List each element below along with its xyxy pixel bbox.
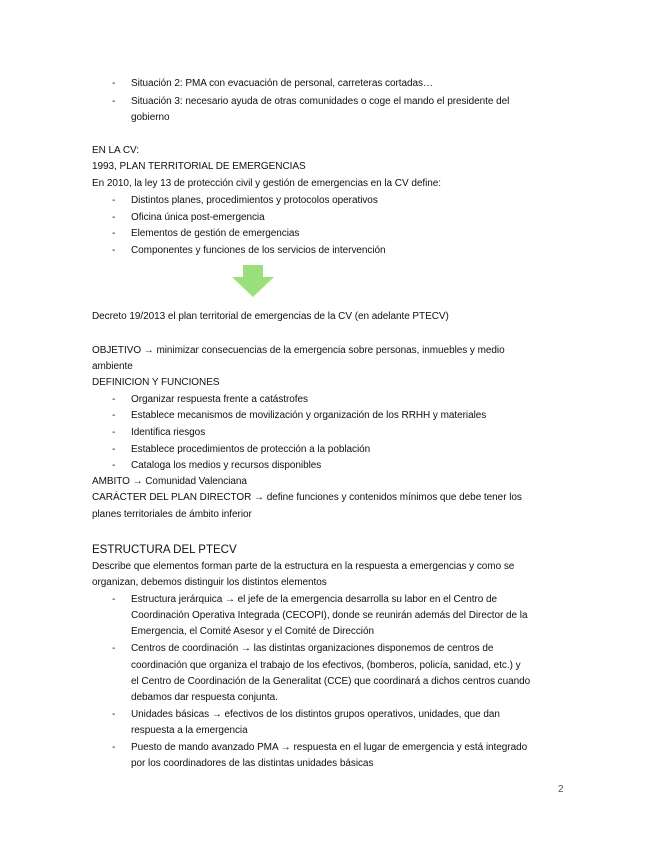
estructura-intro-cont: organizan, debemos distinguir los distintos elementos bbox=[92, 577, 327, 588]
list-item: Cataloga los medios y recursos disponibles bbox=[131, 460, 322, 471]
objetivo-text: OBJETIVO → minimizar consecuencias de la emergencia sobre personas, inmuebles y medio bbox=[92, 345, 505, 356]
list-bullet: - bbox=[112, 96, 116, 107]
list-item-cont: por los coordinadores de las distintas unidades básicas bbox=[131, 758, 374, 769]
list-item: Establece procedimientos de protección a la población bbox=[131, 444, 371, 455]
list-item-situacion-3-cont: gobierno bbox=[131, 112, 170, 123]
list-item-cont: el Centro de Coordinación de la Generalitat (CCE) que coordinará a dichos centros cuando bbox=[131, 676, 531, 687]
list-bullet: - bbox=[112, 427, 116, 438]
list-bullet: - bbox=[112, 245, 116, 256]
down-arrow-icon bbox=[232, 265, 274, 297]
list-item-puesto-mando: Puesto de mando avanzado PMA → respuesta en el lugar de emergencia y está integrado bbox=[131, 742, 528, 753]
list-item: Identifica riesgos bbox=[131, 427, 206, 438]
list-item-estructura-jerarquica: Estructura jerárquica → el jefe de la emergencia desarrolla su labor en el Centro de bbox=[131, 594, 497, 605]
cv-heading: EN LA CV: bbox=[92, 145, 139, 156]
list-item-situacion-2: Situación 2: PMA con evacuación de personal, carreteras cortadas… bbox=[131, 78, 433, 89]
definicion-heading: DEFINICION Y FUNCIONES bbox=[92, 377, 220, 388]
list-item-cont: Emergencia, el Comité Asesor y el Comité de Dirección bbox=[131, 626, 375, 637]
list-item-cont: debamos dar respuesta conjunta. bbox=[131, 692, 278, 703]
cv-plan-1993: 1993, PLAN TERRITORIAL DE EMERGENCIAS bbox=[92, 161, 306, 172]
list-item: Organizar respuesta frente a catástrofes bbox=[131, 394, 308, 405]
list-bullet: - bbox=[112, 212, 116, 223]
list-item-centros-coordinacion: Centros de coordinación → las distintas organizaciones disponemos de centros de bbox=[131, 643, 494, 654]
list-item: Distintos planes, procedimientos y protocolos operativos bbox=[131, 195, 378, 206]
decreto-text: Decreto 19/2013 el plan territorial de emergencias de la CV (en adelante PTECV) bbox=[92, 311, 449, 322]
list-bullet: - bbox=[112, 460, 116, 471]
ambito-text: AMBITO → Comunidad Valenciana bbox=[92, 476, 247, 487]
list-item-cont: respuesta a la emergencia bbox=[131, 725, 248, 736]
cv-ley-2010: En 2010, la ley 13 de protección civil y gestión de emergencias en la CV define: bbox=[92, 178, 441, 189]
list-item: Oficina única post-emergencia bbox=[131, 212, 265, 223]
list-bullet: - bbox=[112, 78, 116, 89]
estructura-heading: ESTRUCTURA DEL PTECV bbox=[92, 544, 237, 556]
list-item: Elementos de gestión de emergencias bbox=[131, 228, 300, 239]
list-bullet: - bbox=[112, 228, 116, 239]
list-item: Componentes y funciones de los servicios de intervención bbox=[131, 245, 386, 256]
caracter-text-cont: planes territoriales de ámbito inferior bbox=[92, 509, 252, 520]
list-item: Establece mecanismos de movilización y organización de los RRHH y materiales bbox=[131, 410, 487, 421]
page-number: 2 bbox=[558, 784, 564, 795]
list-item-unidades-basicas: Unidades básicas → efectivos de los distintos grupos operativos, unidades, que dan bbox=[131, 709, 500, 720]
list-item-cont: Coordinación Operativa Integrada (CECOPI), donde se reunirán además del Director de la bbox=[131, 610, 528, 621]
list-bullet: - bbox=[112, 410, 116, 421]
list-bullet: - bbox=[112, 742, 116, 753]
objetivo-text-cont: ambiente bbox=[92, 361, 133, 372]
list-bullet: - bbox=[112, 444, 116, 455]
list-bullet: - bbox=[112, 195, 116, 206]
list-bullet: - bbox=[112, 594, 116, 605]
list-item-situacion-3: Situación 3: necesario ayuda de otras comunidades o coge el mando el presidente del bbox=[131, 96, 510, 107]
list-item-cont: coordinación que organiza el trabajo de los efectivos, (bomberos, policía, sanidad, etc.) y bbox=[131, 660, 521, 671]
caracter-text: CARÁCTER DEL PLAN DIRECTOR → define funciones y contenidos mínimos que debe tener los bbox=[92, 492, 522, 503]
list-bullet: - bbox=[112, 643, 116, 654]
list-bullet: - bbox=[112, 709, 116, 720]
estructura-intro: Describe que elementos forman parte de la estructura en la respuesta a emergencias y como se bbox=[92, 561, 515, 572]
list-bullet: - bbox=[112, 394, 116, 405]
